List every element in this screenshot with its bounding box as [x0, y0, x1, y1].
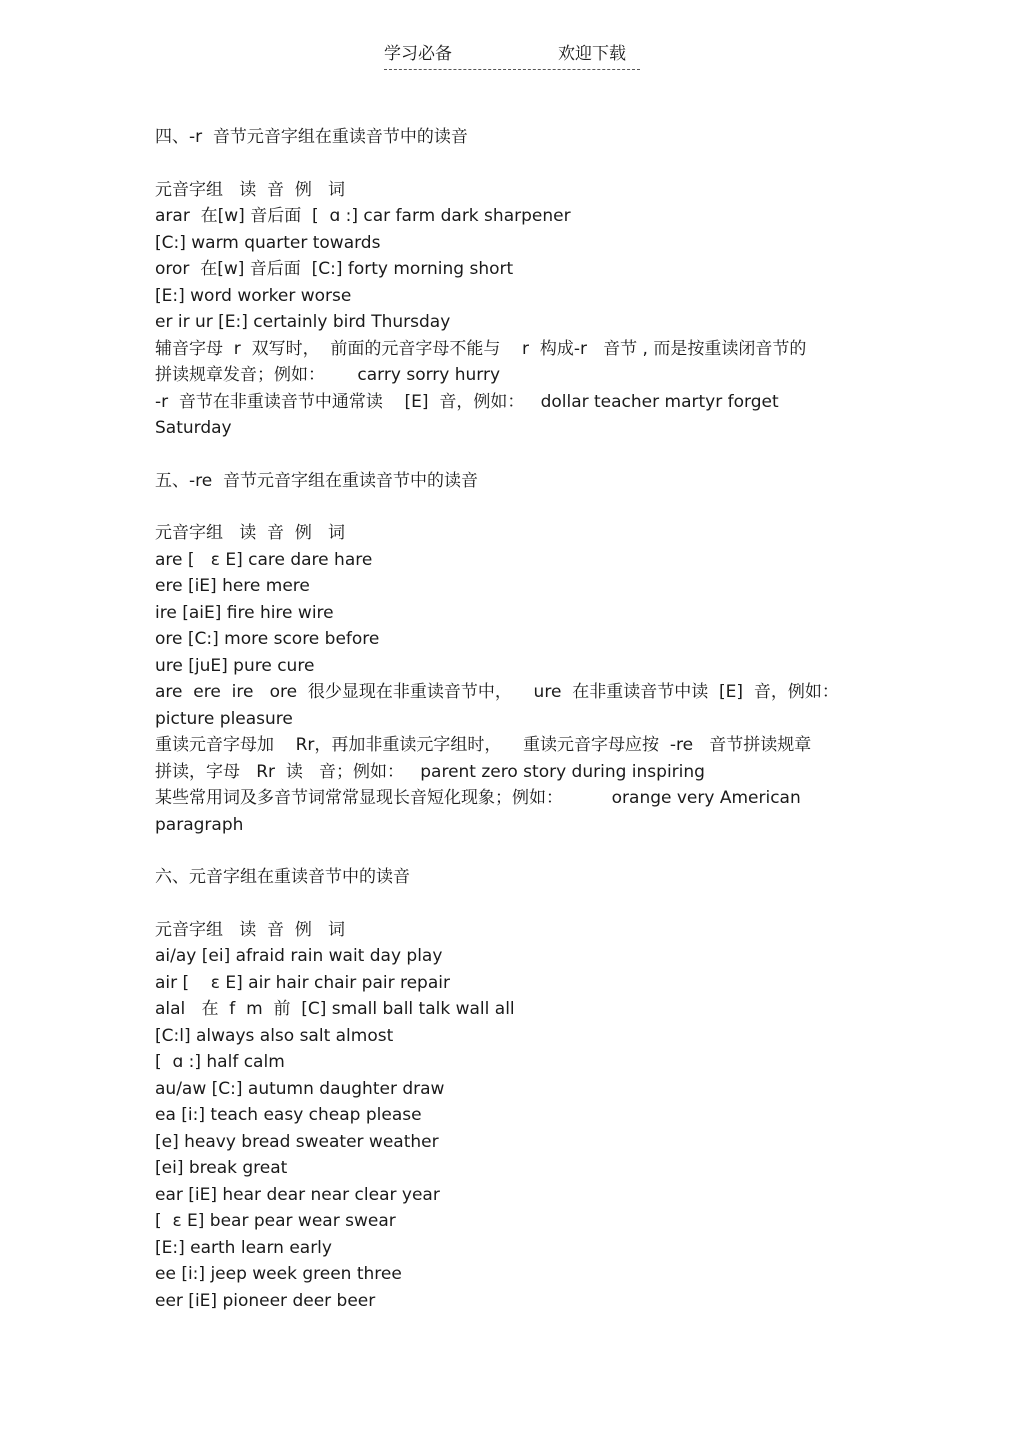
- table-header-line: 元音字组 读 音 例 词: [155, 523, 346, 543]
- spacer: [155, 442, 875, 468]
- text-line: ure [juE] pure cure: [155, 655, 315, 676]
- spacer: [155, 151, 875, 177]
- section-5: [155, 468, 875, 839]
- table-header-line: 元音字组 读 音 例 词: [155, 919, 346, 940]
- text-line: paragraph: [155, 814, 244, 835]
- text-line: ere [iE] here mere: [155, 576, 310, 596]
- section-heading: 六、元音字组在重读音节中的读音: [155, 867, 410, 887]
- section-4: [155, 124, 875, 442]
- text-line: -r 音节在非重读音节中通常读 [E] 音，例如： dollar teacher martyr forget: [155, 391, 779, 412]
- text-line: [C:] warm quarter towards: [155, 232, 381, 253]
- text-line: ire [aiE] fire hire wire: [155, 602, 334, 623]
- text-line: ore [C:] more score before: [155, 629, 380, 649]
- text-line: 某些常用词及多音节词常常显现长音短化现象；例如： orange very American: [155, 788, 801, 808]
- text-line: alal 在 f m 前 [C] small ball talk wall all: [155, 999, 515, 1019]
- header-left-text: 学习必备: [384, 44, 452, 64]
- text-line: [E:] earth learn early: [155, 1237, 332, 1258]
- text-line: [e] heavy bread sweater weather: [155, 1131, 439, 1152]
- text-line: eer [iE] pioneer deer beer: [155, 1290, 376, 1311]
- text-line: 重读元音字母加 Rr，再加非重读元字组时， 重读元音字母应按 -re 音节拼读规章: [155, 735, 812, 755]
- text-line: ear [iE] hear dear near clear year: [155, 1184, 440, 1205]
- text-line: er ir ur [E:] certainly bird Thursday: [155, 312, 451, 332]
- text-line: arar 在[w] 音后面 [ ɑ :] car farm dark sharpener: [155, 206, 571, 226]
- text-line: [C:l] always also salt almost: [155, 1025, 394, 1046]
- header-divider: [384, 69, 640, 70]
- section-heading: 五、-re 音节元音字组在重读音节中的读音: [155, 470, 479, 491]
- section-6: [155, 864, 875, 1314]
- text-line: oror 在[w] 音后面 [C:] forty morning short: [155, 259, 514, 279]
- text-line: ai/ay [ei] afraid rain wait day play: [155, 946, 443, 966]
- text-line: [ei] break great: [155, 1158, 288, 1178]
- document-body: [155, 124, 875, 1314]
- spacer: [155, 494, 875, 520]
- text-line: [ ɛ E] bear pear wear swear: [155, 1211, 396, 1231]
- text-line: are [ ɛ E] care dare hare: [155, 549, 373, 570]
- page-header: [384, 42, 640, 72]
- text-line: ee [i:] jeep week green three: [155, 1264, 402, 1284]
- text-line: ea [i:] teach easy cheap please: [155, 1105, 422, 1125]
- spacer: [155, 838, 875, 864]
- text-line: [ ɑ :] half calm: [155, 1052, 285, 1072]
- table-header-line: 元音字组 读 音 例 词: [155, 179, 346, 200]
- header-right-text: 欢迎下载: [558, 44, 626, 64]
- text-line: Saturday: [155, 418, 232, 438]
- text-line: picture pleasure: [155, 708, 293, 729]
- text-line: [E:] word worker worse: [155, 285, 352, 306]
- text-line: 辅音字母 r 双写时， 前面的元音字母不能与 r 构成-r 音节 , 而是按重读闭音节的: [155, 338, 807, 359]
- spacer: [155, 891, 875, 917]
- text-line: 拼读规章发音；例如： carry sorry hurry: [155, 365, 501, 385]
- text-line: are ere ire ore 很少显现在非重读音节中， ure 在非重读音节中读 [E] 音，例如：: [155, 682, 839, 702]
- text-line: 拼读，字母 Rr 读 音；例如： parent zero story during inspiring: [155, 761, 705, 782]
- text-line: air [ ɛ E] air hair chair pair repair: [155, 972, 450, 993]
- section-heading: 四、-r 音节元音字组在重读音节中的读音: [155, 127, 468, 147]
- text-line: au/aw [C:] autumn daughter draw: [155, 1078, 445, 1099]
